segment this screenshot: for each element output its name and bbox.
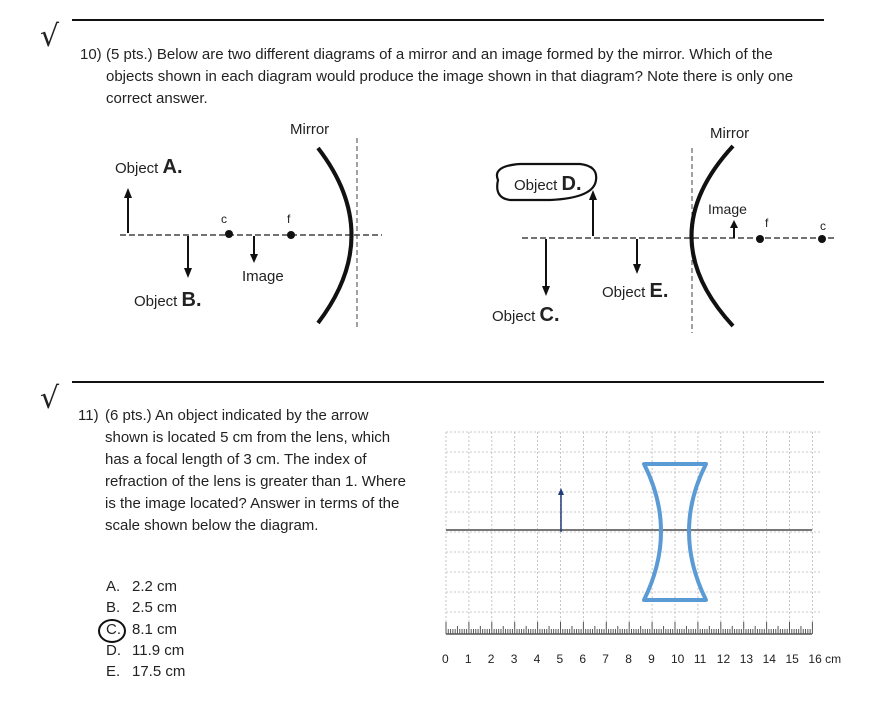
choice-d[interactable]: D. 11.9 cm <box>106 642 185 659</box>
f-label-left: f <box>287 212 291 226</box>
scale-label: 10 <box>671 652 685 666</box>
scale-label: 9 <box>648 652 655 666</box>
scale-label: 0 <box>442 652 449 666</box>
scale-label: 15 <box>785 652 799 666</box>
image-label-left: Image <box>242 268 284 285</box>
image-label-right: Image <box>708 201 747 217</box>
scale-label: 11 <box>693 652 707 666</box>
choice-e[interactable]: E. 17.5 cm <box>106 663 186 680</box>
f-label-right: f <box>765 216 769 230</box>
c-label-left: c <box>221 212 227 226</box>
scale-label: 14 <box>762 652 776 666</box>
object-e-label: Object E. <box>602 280 669 302</box>
scale-label: 8 <box>625 652 632 666</box>
focal-point-f-right <box>756 235 764 243</box>
convex-mirror-right <box>692 146 734 326</box>
scale-label: 13 <box>739 652 754 666</box>
scale-label: 12 <box>716 652 731 666</box>
choice-c[interactable]: C. 8.1 cm <box>106 621 178 638</box>
mirror-label-left: Mirror <box>290 121 330 138</box>
question-10-number: 10) <box>80 46 102 63</box>
scale-label: 2 <box>487 652 495 666</box>
question-11-text: (6 pts.) An object indicated by the arrow shown is located 5 cm from the lens, which has a focal length of 3 cm. The index of refraction of the lens is greater than 1. Where is the image located? Answer in terms of the scale shown below the diagram. <box>105 407 406 534</box>
center-point-c-right <box>818 235 826 243</box>
choice-a[interactable]: A. 2.2 cm <box>106 578 178 595</box>
center-point-c <box>225 230 233 238</box>
checkmark-11: √ <box>40 381 60 416</box>
focal-point-f <box>287 231 295 239</box>
divider-middle <box>72 381 824 383</box>
checkmark-10: √ <box>40 19 60 54</box>
scale-label: 7 <box>602 652 609 666</box>
object-b-label: Object B. <box>134 289 202 311</box>
scale-label: 4 <box>533 652 541 666</box>
choice-b[interactable]: B. 2.5 cm <box>106 599 178 616</box>
c-label-right: c <box>820 219 826 233</box>
lens-diagram <box>440 426 840 646</box>
question-11-number: 11) <box>78 407 99 424</box>
question-10-text: (5 pts.) Below are two different diagrams of a mirror and an image formed by the mirror. Which of the objects shown in each diagram would produce the image shown in that diagram? Note there is only one correct answer. <box>106 46 794 107</box>
scale-label: 5 <box>556 652 564 666</box>
scale-label: 16 cm <box>808 652 842 666</box>
scale-label: 6 <box>579 652 587 666</box>
scale-label: 1 <box>464 652 472 666</box>
mirror-label-right: Mirror <box>710 125 750 142</box>
object-a-label: Object A. <box>115 156 183 178</box>
divider-top <box>72 19 824 21</box>
selected-choice-circle <box>96 616 130 646</box>
object-c-label: Object C. <box>492 304 560 326</box>
scale-label: 3 <box>510 652 518 666</box>
object-d-label: Object D. <box>514 173 582 195</box>
